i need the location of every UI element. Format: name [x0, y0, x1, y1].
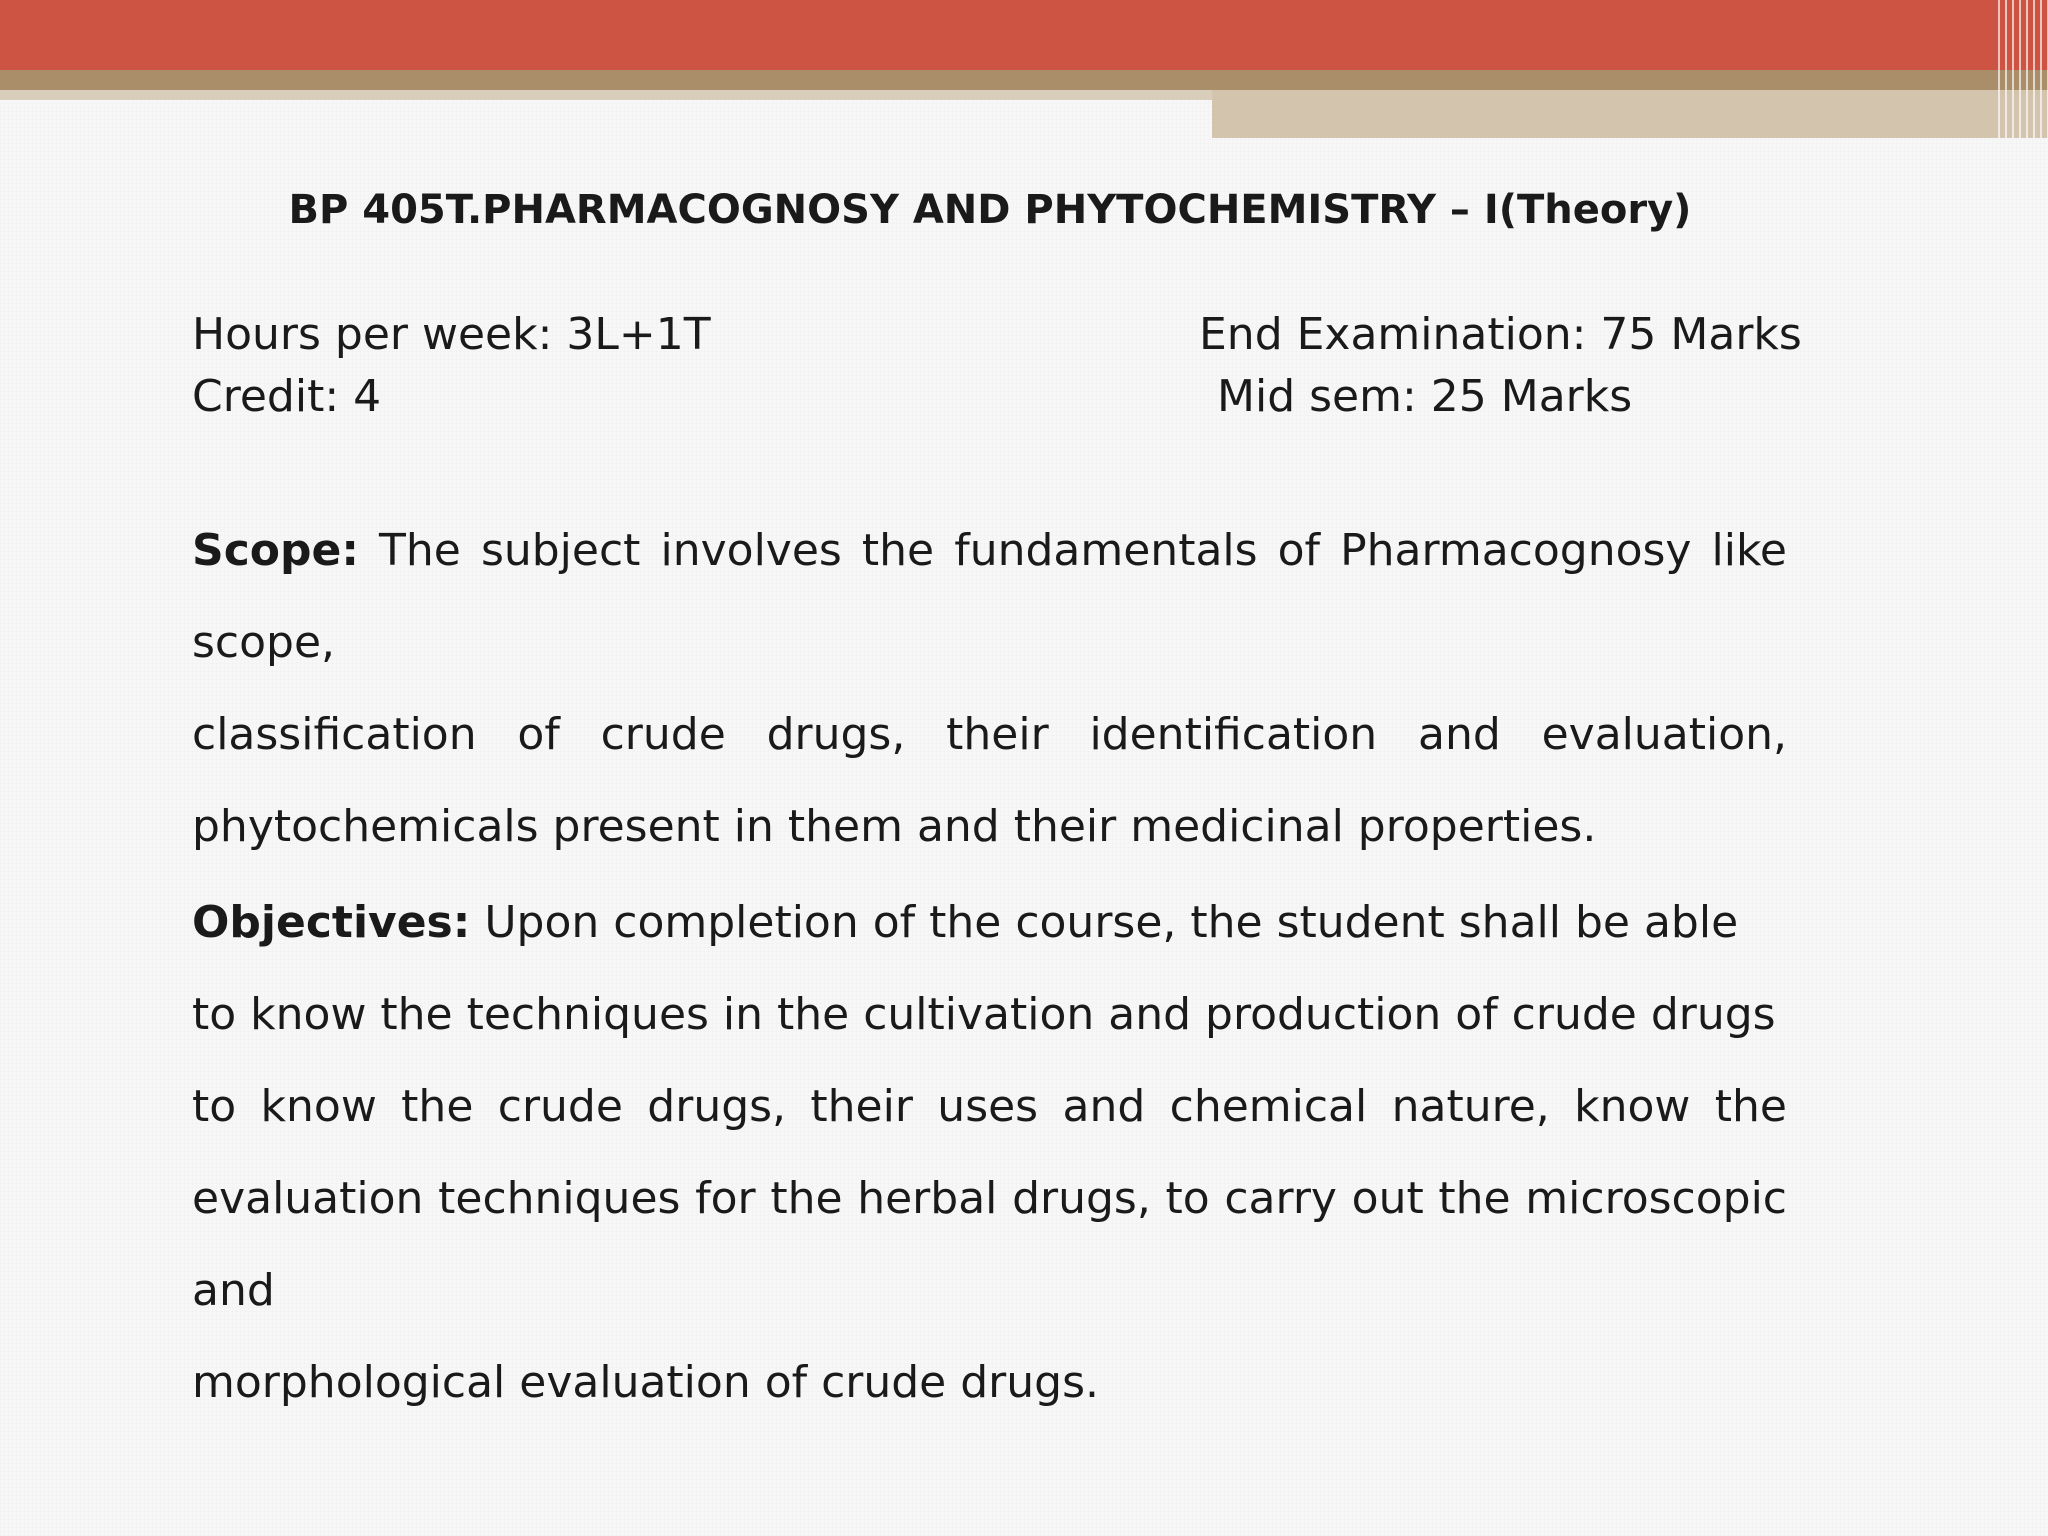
header-band-red — [0, 0, 2048, 70]
objectives-intro-line — [192, 877, 1787, 969]
header-band-tan — [0, 70, 2048, 90]
scope-paragraph — [192, 505, 1787, 873]
objectives-line-2: to know the crude drugs, their uses and chemical nature, know the — [192, 1081, 1787, 1132]
scope-line-1 — [192, 505, 1787, 689]
end-examination: End Examination: 75 Marks — [1199, 309, 1802, 360]
slide-title: BP 405T.PHARMACOGNOSY AND PHYTOCHEMISTRY – I(Theory) — [288, 187, 1692, 233]
objectives-intro: Upon completion of the course, the student shall be able — [470, 897, 1739, 948]
objectives-line-1: to know the techniques in the cultivation and production of crude drugs — [192, 989, 1776, 1040]
scope-label: Scope: — [192, 525, 359, 576]
scope-text-1: The subject involves the fundamentals of Pharmacognosy like scope, — [192, 525, 1787, 668]
scope-line-3: phytochemicals present in them and their medicinal properties. — [192, 801, 1597, 852]
mid-sem: Mid sem: 25 Marks — [1217, 371, 1633, 422]
objectives-line-3: evaluation techniques for the herbal drugs, to carry out the microscopic and — [192, 1173, 1787, 1316]
header-edge-stripes — [1998, 0, 2048, 138]
objectives-line-4: morphological evaluation of crude drugs. — [192, 1357, 1099, 1408]
header-band-light-right — [1212, 90, 2048, 138]
scope-line-2: classification of crude drugs, their identification and evaluation, — [192, 709, 1787, 760]
header-band-light-left — [0, 90, 1212, 100]
hours-per-week: Hours per week: 3L+1T — [192, 309, 711, 360]
objectives-label: Objectives: — [192, 897, 471, 948]
objectives-paragraph — [192, 877, 1787, 1429]
credit: Credit: 4 — [192, 371, 382, 422]
